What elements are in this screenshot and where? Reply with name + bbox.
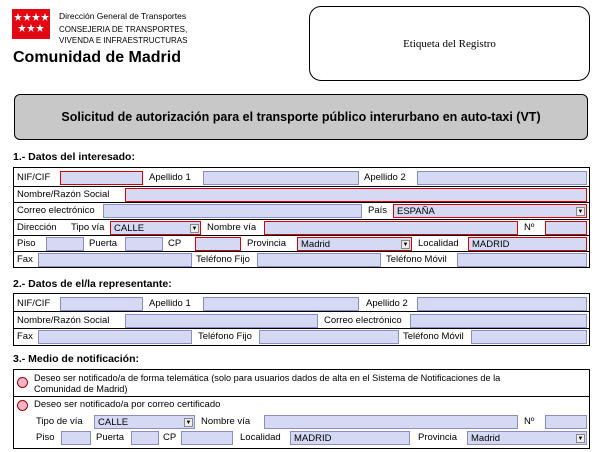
postal-puerta-input[interactable] [131, 431, 159, 445]
chevron-down-icon[interactable]: ▼ [577, 209, 584, 215]
notify-postal-radio[interactable] [17, 400, 28, 411]
registry-label-box [309, 6, 590, 81]
org-name: Comunidad de Madrid [13, 49, 181, 66]
divider [13, 311, 590, 312]
postal-piso-input[interactable] [61, 431, 91, 445]
nombre-via-label: Nombre vía [207, 222, 257, 233]
notify-electronic-label-cont: Comunidad de Madrid) [34, 384, 128, 394]
tel-fijo-input[interactable] [257, 253, 381, 267]
tipo-via-select[interactable] [110, 221, 201, 235]
stars-icon [12, 9, 50, 39]
fax-input[interactable] [38, 253, 192, 267]
nif-input[interactable] [60, 171, 143, 185]
rep-correo-label: Correo electrónico [324, 315, 402, 326]
divider [13, 202, 590, 203]
piso-input[interactable] [46, 237, 84, 251]
nombre-label: Nombre/Razón Social [17, 189, 110, 200]
apellido2-input[interactable] [417, 171, 587, 185]
apellido1-input[interactable] [203, 171, 359, 185]
localidad-input[interactable] [468, 237, 587, 251]
rep-nombre-label: Nombre/Razón Social [17, 315, 110, 326]
chevron-down-icon[interactable]: ▼ [577, 436, 584, 442]
nif-label: NIF/CIF [17, 172, 51, 183]
direccion-label: Dirección [17, 222, 57, 233]
postal-cp-label: CP [163, 432, 177, 443]
postal-nombre-via-label: Nombre vía [201, 416, 251, 427]
provincia-label: Provincia [247, 238, 287, 249]
divider [13, 219, 590, 220]
puerta-label: Puerta [89, 238, 117, 249]
pais-value: ESPAÑA [397, 206, 435, 217]
postal-localidad-input[interactable] [290, 431, 410, 445]
registry-label: Etiqueta del Registro [403, 37, 496, 50]
notify-electronic-label: Deseo ser notificado/a de forma telemática (solo para usuarios dados de alta en el Sistema de Notificaciones de la [34, 373, 501, 383]
rep-apellido2-input[interactable] [417, 297, 587, 311]
tel-movil-input[interactable] [457, 253, 587, 267]
rep-tel-fijo-label: Teléfono Fijo [198, 331, 252, 342]
divider [13, 396, 590, 397]
numero-label: Nº [524, 222, 535, 233]
tel-movil-label: Teléfono Móvil [386, 254, 447, 265]
rep-tel-movil-label: Teléfono Móvil [403, 331, 464, 342]
rep-apellido1-input[interactable] [203, 297, 359, 311]
postal-provincia-select[interactable] [467, 431, 587, 445]
tel-fijo-label: Teléfono Fijo [196, 254, 250, 265]
postal-cp-input[interactable] [181, 431, 233, 445]
piso-label: Piso [17, 238, 36, 249]
rep-apellido1-label: Apellido 1 [149, 298, 191, 309]
numero-input[interactable] [545, 221, 587, 235]
postal-tipo-via-label: Tipo de vía [36, 416, 83, 427]
postal-numero-input[interactable] [545, 415, 587, 429]
postal-provincia-label: Provincia [418, 432, 458, 443]
postal-puerta-label: Puerta [96, 432, 124, 443]
fax-label: Fax [17, 254, 33, 265]
rep-fax-input[interactable] [38, 330, 192, 344]
chevron-down-icon[interactable]: ▼ [191, 226, 198, 232]
cp-label: CP [168, 238, 182, 249]
postal-piso-label: Piso [36, 432, 55, 443]
correo-label: Correo electrónico [17, 205, 95, 216]
rep-nif-input[interactable] [60, 297, 143, 311]
rep-nif-label: NIF/CIF [17, 298, 51, 309]
tipo-via-value: CALLE [114, 223, 145, 234]
section3-title: 3.- Medio de notificación: [13, 353, 140, 365]
divider [13, 251, 590, 252]
postal-nombre-via-input[interactable] [264, 415, 518, 429]
rep-nombre-input[interactable] [125, 314, 318, 328]
rep-correo-input[interactable] [410, 314, 587, 328]
form-title: Solicitud de autorización para el transporte público interurbano en auto-taxi (VT) [61, 110, 541, 124]
provincia-value: Madrid [301, 239, 331, 250]
pais-label: País [368, 205, 388, 216]
postal-tipo-via-select[interactable] [94, 415, 195, 429]
postal-tipo-via-value: CALLE [98, 417, 129, 428]
notify-postal-label: Deseo ser notificado/a por correo certificado [34, 399, 221, 410]
rep-tel-fijo-input[interactable] [259, 330, 399, 344]
apellido1-label: Apellido 1 [149, 172, 191, 183]
section1-title: 1.- Datos del interesado: [13, 151, 135, 163]
postal-provincia-value: Madrid [471, 433, 501, 444]
notify-electronic-radio[interactable] [17, 377, 28, 388]
apellido2-label: Apellido 2 [364, 172, 406, 183]
cp-input[interactable] [195, 237, 241, 251]
chevron-down-icon[interactable]: ▼ [185, 420, 192, 426]
org-directorate: Dirección General de Transportes [59, 11, 187, 21]
localidad-label: Localidad [418, 238, 459, 249]
correo-input[interactable] [103, 204, 362, 218]
org-ministry-line2: VIVENDA E INFRAESTRUCTURAS [59, 36, 188, 45]
postal-numero-label: Nº [524, 416, 535, 427]
org-ministry-line1: CONSEJERIA DE TRANSPORTES, [59, 25, 188, 34]
rep-fax-label: Fax [17, 331, 33, 342]
nombre-via-input[interactable] [264, 221, 518, 235]
divider [13, 235, 590, 236]
rep-apellido2-label: Apellido 2 [366, 298, 408, 309]
postal-localidad-value: MADRID [294, 433, 332, 444]
rep-tel-movil-input[interactable] [471, 330, 587, 344]
tipo-via-label: Tipo vía [71, 222, 105, 233]
divider [13, 328, 590, 329]
puerta-input[interactable] [125, 237, 163, 251]
nombre-input[interactable] [125, 188, 587, 202]
pais-select[interactable] [393, 204, 587, 218]
chevron-down-icon[interactable]: ▼ [402, 242, 409, 248]
localidad-value: MADRID [472, 239, 510, 250]
postal-localidad-label: Localidad [240, 432, 281, 443]
form-title-box [14, 94, 588, 140]
divider [13, 186, 590, 187]
section2-title: 2.- Datos de el/la representante: [13, 278, 172, 290]
madrid-flag-logo [12, 9, 50, 39]
provincia-select[interactable] [297, 237, 412, 251]
